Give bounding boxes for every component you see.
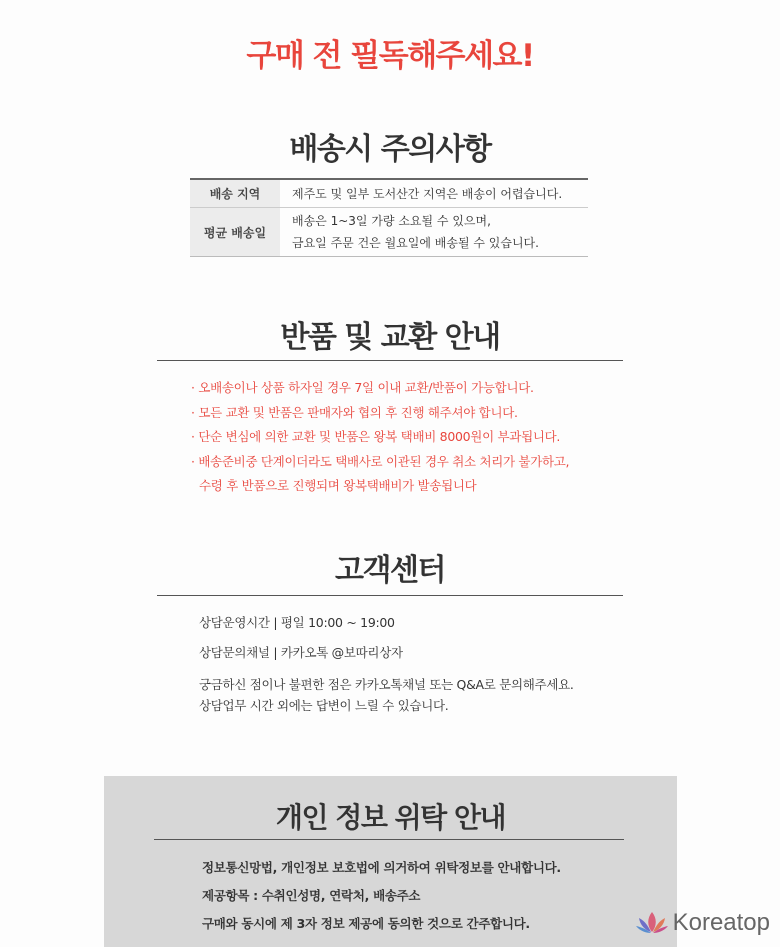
- customer-center-title: 고객센터: [335, 553, 445, 588]
- list-item: · 모든 교환 및 반품은 판매자와 협의 후 진행 해주셔야 합니다.: [191, 404, 518, 420]
- consult-channel: 상담문의채널 | 카카오톡 @보따리상자: [199, 645, 403, 660]
- shipping-days-value: [280, 208, 588, 257]
- table-row: [190, 179, 588, 208]
- watermark: [635, 909, 770, 937]
- returns-divider: [157, 360, 623, 361]
- privacy-section: [104, 776, 677, 947]
- consult-note: [199, 674, 574, 716]
- table-row: [190, 208, 588, 257]
- privacy-line: 제공항목 : 수취인성명, 연락처, 배송주소: [202, 888, 421, 903]
- watermark-text: Koreatop: [672, 909, 770, 936]
- list-item: [191, 450, 569, 498]
- list-item-line: 수령 후 반품으로 진행되며 왕복택배비가 발송됩니다: [199, 477, 477, 493]
- returns-notice-list: [191, 376, 569, 498]
- shipping-days-line: 배송은 1~3일 가량 소요될 수 있으며,: [292, 214, 491, 228]
- customer-center-divider: [157, 595, 623, 596]
- privacy-text: [202, 858, 561, 942]
- list-item: · 오배송이나 상품 하자일 경우 7일 이내 교환/반품이 가능합니다.: [191, 380, 534, 395]
- shipping-days-line: 금요일 주문 건은 월요일에 배송될 수 있습니다.: [292, 236, 539, 250]
- shipping-region-text: 제주도 및 일부 도서산간 지역은 배송이 어렵습니다.: [292, 186, 563, 201]
- shipping-region-value: [280, 179, 588, 208]
- shipping-info-table: [190, 178, 588, 257]
- lotus-icon: [635, 910, 669, 936]
- consult-note-line: 궁금하신 점이나 불편한 점은 카카오톡채널 또는 Q&A로 문의해주세요.: [199, 677, 574, 692]
- returns-section-title: 반품 및 교환 안내: [280, 320, 500, 355]
- shipping-section-title: 배송시 주의사항: [289, 132, 491, 167]
- shipping-days-label: 평균 배송일: [190, 208, 280, 257]
- consult-hours: 상담운영시간 | 평일 10:00 ~ 19:00: [199, 615, 395, 630]
- privacy-section-title: 개인 정보 위탁 안내: [275, 801, 506, 834]
- list-item-line: · 배송준비중 단계이더라도 택배사로 이관된 경우 취소 처리가 불가하고,: [191, 453, 570, 469]
- consult-note-line: 상담업무 시간 외에는 답변이 느릴 수 있습니다.: [199, 698, 449, 713]
- page-title: 구매 전 필독해주세요!: [246, 38, 534, 74]
- privacy-line: 구매와 동시에 제 3자 정보 제공에 동의한 것으로 간주합니다.: [202, 916, 530, 931]
- privacy-divider: [154, 839, 624, 840]
- shipping-region-label: 배송 지역: [190, 179, 280, 208]
- list-item: · 단순 변심에 의한 교환 및 반품은 왕복 택배비 8000원이 부과됩니다.: [191, 429, 561, 444]
- privacy-line: 정보통신망법, 개인정보 보호법에 의거하여 위탁정보를 안내합니다.: [202, 860, 561, 875]
